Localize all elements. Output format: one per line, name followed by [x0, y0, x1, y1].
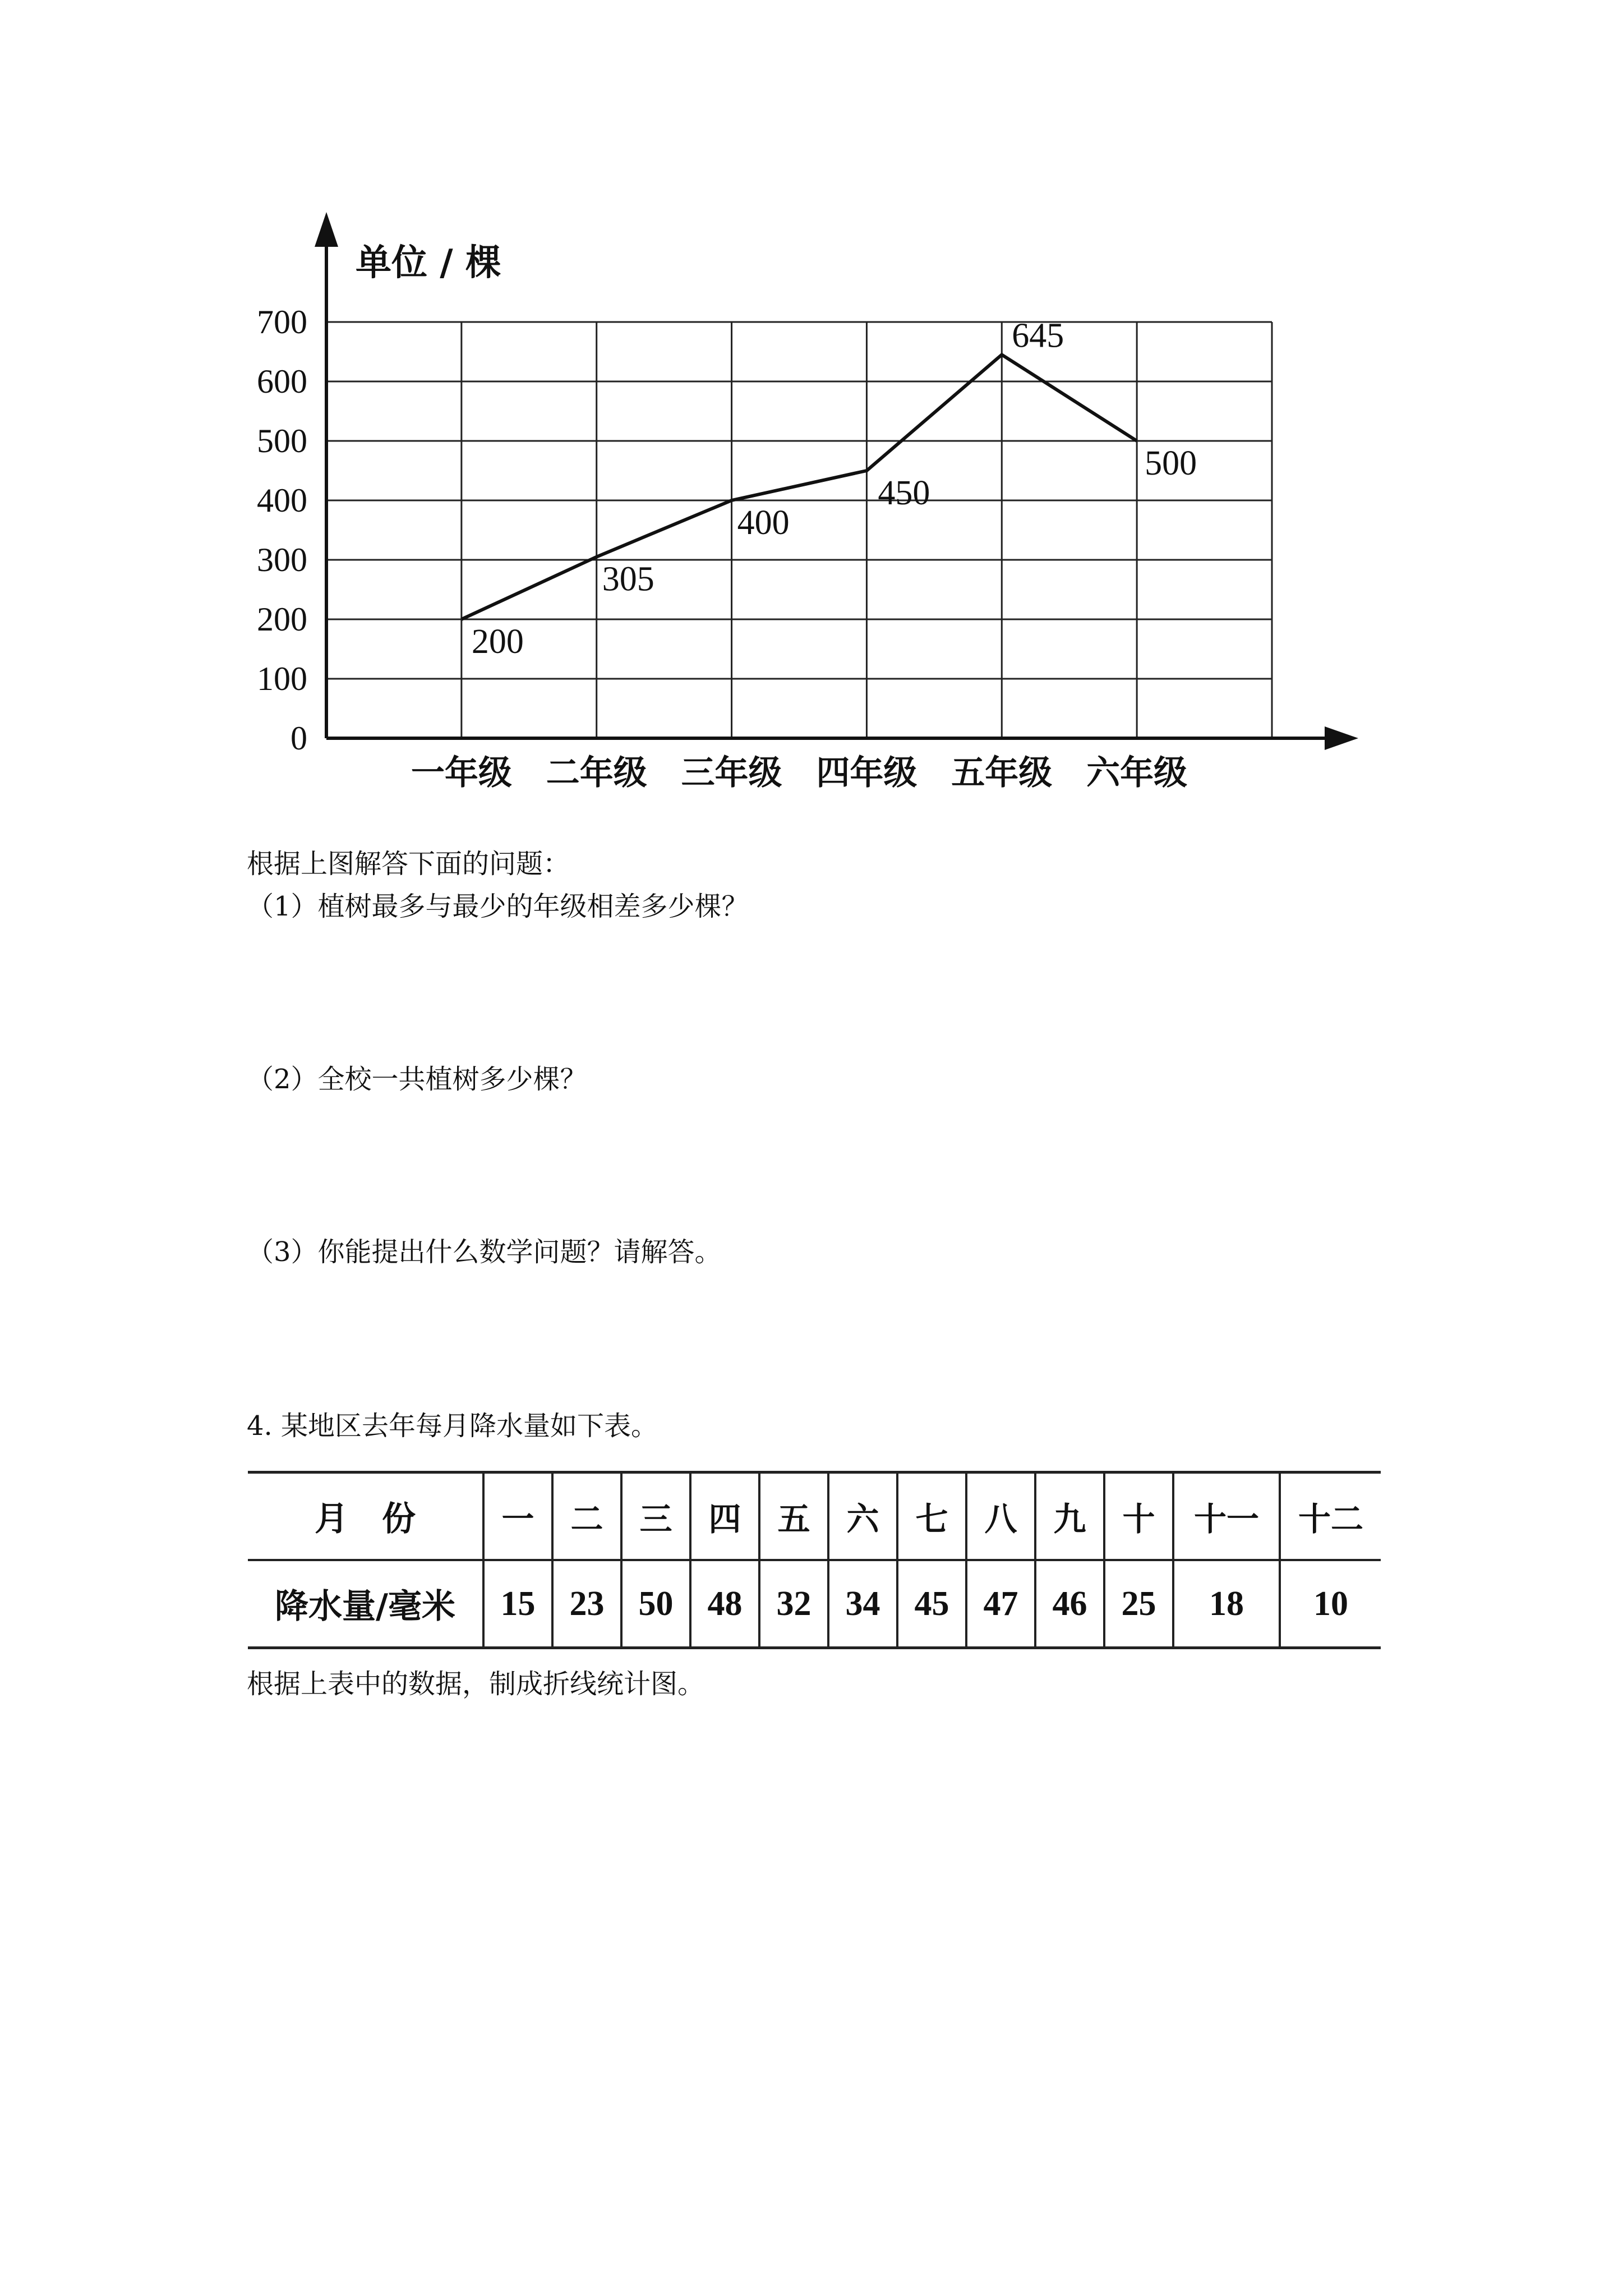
y-tick-labels	[257, 303, 307, 757]
month-cell: 五	[759, 1473, 828, 1561]
y-tick-label: 400	[257, 482, 307, 519]
x-category-label: 三年级	[681, 753, 782, 793]
rainfall-cell: 32	[759, 1560, 828, 1648]
x-category-label: 六年级	[1086, 753, 1188, 793]
y-axis-label: 单位 / 棵	[356, 242, 501, 284]
tree-planting-line-chart	[0, 0, 1623, 813]
y-tick-label: 200	[257, 601, 307, 638]
x-category-label: 二年级	[546, 753, 647, 793]
problem-4-title: 4. 某地区去年每月降水量如下表。	[247, 1410, 658, 1442]
month-header-label: 月 份	[248, 1473, 483, 1561]
month-cell: 九	[1035, 1473, 1104, 1561]
x-category-label: 四年级	[816, 753, 917, 793]
problem-4-instruction: 根据上表中的数据，制成折线统计图。	[247, 1668, 705, 1700]
rainfall-cell: 50	[621, 1560, 690, 1648]
rainfall-cell: 18	[1173, 1560, 1280, 1648]
question-3: （3）你能提出什么数学问题？请解答。	[247, 1236, 722, 1268]
month-cell: 八	[966, 1473, 1035, 1561]
data-label: 450	[878, 474, 930, 512]
y-tick-label: 0	[291, 720, 307, 757]
y-tick-label: 100	[257, 660, 307, 697]
month-cell: 六	[828, 1473, 897, 1561]
series-line	[462, 355, 1137, 619]
x-category-label: 五年级	[951, 753, 1053, 793]
data-label: 400	[737, 504, 790, 542]
data-label: 305	[602, 560, 654, 599]
x-category-labels	[411, 753, 1187, 793]
data-label: 645	[1012, 316, 1064, 355]
rainfall-cell: 34	[828, 1560, 897, 1648]
rainfall-header-label: 降水量/毫米	[248, 1560, 483, 1648]
y-tick-label: 600	[257, 363, 307, 400]
month-cell: 十二	[1280, 1473, 1381, 1561]
table-row-rainfall	[248, 1560, 1381, 1648]
rainfall-cell: 45	[897, 1560, 966, 1648]
month-cell: 七	[897, 1473, 966, 1561]
month-cell: 四	[690, 1473, 759, 1561]
rainfall-cell: 15	[483, 1560, 552, 1648]
x-category-label: 一年级	[411, 753, 512, 793]
rainfall-cell: 10	[1280, 1560, 1381, 1648]
chart-axes	[315, 212, 1358, 750]
month-cell: 一	[483, 1473, 552, 1561]
y-tick-label: 300	[257, 541, 307, 578]
data-labels	[472, 316, 1197, 661]
rainfall-cell: 23	[552, 1560, 621, 1648]
y-tick-label: 700	[257, 303, 307, 341]
question-2: （2）全校一共植树多少棵？	[247, 1064, 587, 1095]
month-cell: 十一	[1173, 1473, 1280, 1561]
table-row-months	[248, 1473, 1381, 1561]
data-label: 200	[471, 623, 524, 661]
y-axis-arrow	[315, 212, 338, 247]
chart-grid	[326, 322, 1272, 738]
data-label: 500	[1145, 444, 1197, 482]
rainfall-cell: 48	[690, 1560, 759, 1648]
y-tick-label: 500	[257, 422, 307, 459]
rainfall-cell: 47	[966, 1560, 1035, 1648]
month-cell: 二	[552, 1473, 621, 1561]
rainfall-table	[248, 1471, 1381, 1649]
x-axis-arrow	[1325, 726, 1358, 750]
questions-intro: 根据上图解答下面的问题：	[247, 848, 570, 880]
month-cell: 十	[1104, 1473, 1173, 1561]
question-1: （1）植树最多与最少的年级相差多少棵？	[247, 891, 749, 922]
month-cell: 三	[621, 1473, 690, 1561]
rainfall-cell: 46	[1035, 1560, 1104, 1648]
rainfall-cell: 25	[1104, 1560, 1173, 1648]
